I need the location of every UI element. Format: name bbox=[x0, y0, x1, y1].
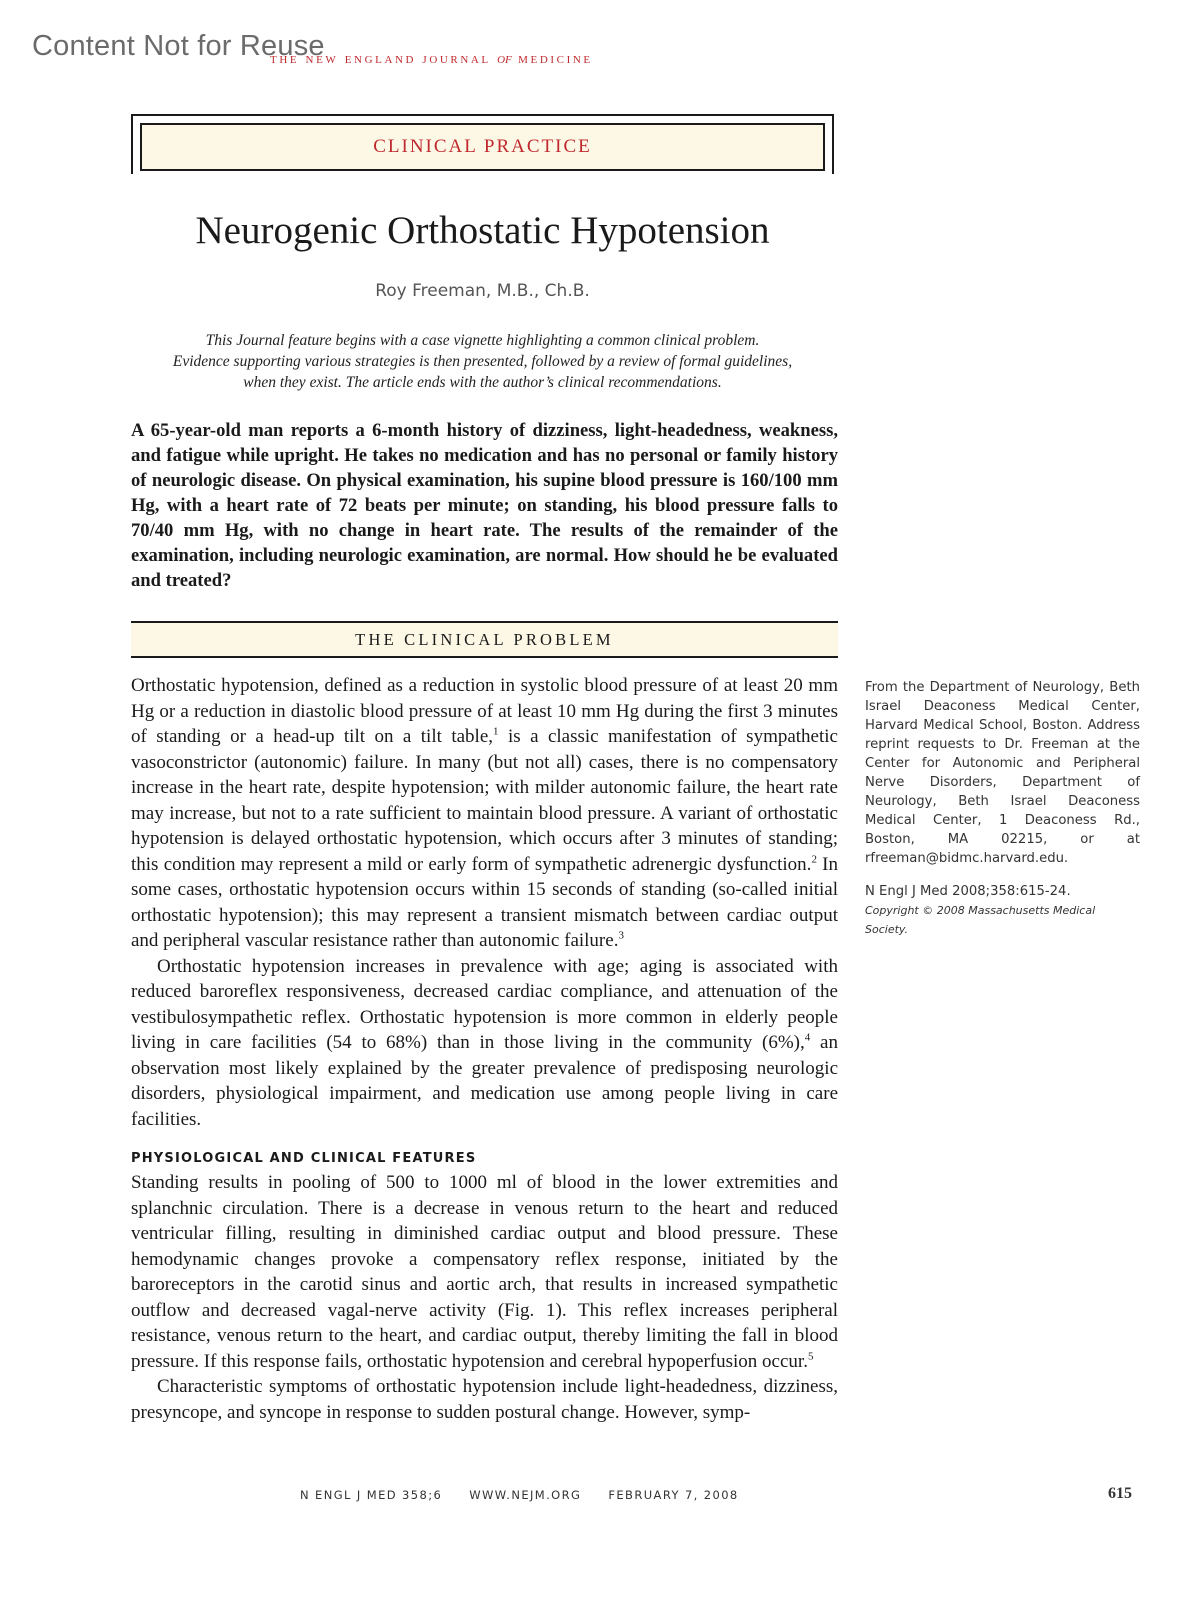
footer-website: WWW.NEJM.ORG bbox=[469, 1488, 582, 1502]
case-vignette: A 65-year-old man reports a 6-month history of dizziness, light-headedness, weakness, and fatigue while upright. He takes no medication and has no personal or family history of neurologic disease. On physical examination, his supine blood pressure is 160/100 mm Hg, with a heart rate of 72 beats per minute; on standing, his blood pressure falls to 70/40 mm Hg, with no change in heart rate. The results of the remainder of the examination, including neurologic examination, are normal. How should he be evaluated and treated? bbox=[131, 420, 838, 591]
body-paragraph bbox=[131, 1170, 838, 1374]
article-title: Neurogenic Orthostatic Hypotension bbox=[195, 209, 770, 252]
reference-marker: 4 bbox=[804, 1031, 811, 1044]
citation: N Engl J Med 2008;358:615-24. bbox=[865, 884, 1071, 899]
journal-name-post: medicine bbox=[511, 51, 593, 67]
section-label-box bbox=[131, 114, 834, 174]
body-text: Orthostatic hypotension, defined as a reduction in systolic blood pressure of at least 20 mm Hg or a reduction in diastolic blood pressure of at least 10 mm Hg during the first 3 minutes of standing or a head-up tilt on a tilt table, bbox=[131, 675, 838, 747]
body-text: In some cases, orthostatic hypotension occurs within 15 seconds of standing (so-called initial orthostatic hypotension); this may represent a transient mismatch between cardiac output and peripheral vascular resistance rather than autonomic failure. bbox=[131, 853, 839, 951]
body-text: Standing results in pooling of 500 to 1000 ml of blood in the lower extremities and splanchnic circulation. There is a decrease in venous return to the heart and reduced ventricular filling, resulting in diminished cardiac output and blood pressure. These hemodynamic changes provoke a compensatory reflex response, initiated by the baroreceptors in the carotid sinus and aortic arch, that results in increased sympathetic outflow and decreased vagal-nerve activity (Fig. 1). This reflex increases peripheral resistance, venous return to the heart, and cardiac output, thereby limiting the fall in blood pressure. If this response fails, orthostatic hypotension and cerebral hypoperfusion occur. bbox=[131, 1172, 838, 1372]
journal-name-pre: the new england journal bbox=[270, 51, 498, 67]
section-label-frame bbox=[140, 123, 825, 171]
page-footer bbox=[300, 1488, 761, 1502]
reference-marker: 1 bbox=[493, 725, 499, 738]
body-text: an observation most likely explained by the greater prevalence of predisposing neurologic disorders, physiological impairment, and medication use among people living in care facilities. bbox=[131, 1032, 838, 1130]
reference-marker: 3 bbox=[618, 929, 624, 942]
reference-marker: 5 bbox=[807, 1350, 814, 1363]
footer-date: FEBRUARY 7, 2008 bbox=[608, 1488, 739, 1502]
journal-name-of: of bbox=[497, 51, 512, 67]
body-paragraph bbox=[131, 673, 838, 954]
intro-line: Evidence supporting various strategies is then presented, followed by a review of formal guidelines, bbox=[172, 353, 793, 370]
reference-marker: 2 bbox=[811, 853, 817, 866]
section-heading: THE CLINICAL PROBLEM bbox=[355, 629, 614, 649]
intro-line: when they exist. The article ends with the author’s clinical recommendations. bbox=[243, 374, 722, 391]
body-text: is a classic manifestation of sympathetic vasoconstrictor (autonomic) failure. In many (but not all) cases, there is no compensatory increase in the heart rate, despite hypotension; with milder autonomic failure, the heart rate may increase, but not to a rate sufficient to maintain blood pressure. A variant of orthostatic hypotension is delayed orthostatic hypotension, which occurs after 3 minutes of standing; this condition may represent a mild or early form of sympathetic adrenergic dysfunction. bbox=[131, 726, 838, 875]
footer-journal-ref: N ENGL J MED 358;6 bbox=[300, 1488, 443, 1502]
watermark-text: Content Not for Reuse bbox=[32, 30, 325, 62]
body-paragraph: Characteristic symptoms of orthostatic hypotension include light-headedness, dizziness, presyncope, and syncope in response to sudden postural change. However, symp- bbox=[131, 1376, 838, 1423]
body-column bbox=[131, 673, 838, 1425]
article-author: Roy Freeman, M.B., Ch.B. bbox=[375, 281, 590, 301]
copyright-notice: Copyright © 2008 Massachusetts Medical Society. bbox=[865, 904, 1096, 936]
body-paragraph bbox=[131, 954, 838, 1133]
author-affiliation: From the Department of Neurology, Beth Israel Deaconess Medical Center, Harvard Medical School, Boston. Address reprint requests to Dr. Freeman at the Center for Autonomic and Peripheral Nerve Disorders, Department of Neurology, Beth Israel Deaconess Medical Center, 1 Deaconess Rd., Boston, MA 02215, or at rfreeman@bidmc.harvard.edu. bbox=[865, 680, 1140, 866]
section-label: CLINICAL PRACTICE bbox=[373, 136, 592, 157]
author-sidebar bbox=[865, 678, 1140, 939]
section-heading-bar bbox=[131, 621, 838, 658]
body-text: Orthostatic hypotension increases in prevalence with age; aging is associated with reduced baroreflex responsiveness, decreased cardiac compliance, and attenuation of the vestibulosympathetic reflex. Orthostatic hypotension is more common in elderly people living in care facilities (54 to 68%) than in those living in the community (6%), bbox=[131, 955, 838, 1053]
intro-line: This Journal feature begins with a case vignette highlighting a common clinical problem. bbox=[205, 332, 760, 349]
subsection-heading: PHYSIOLOGICAL AND CLINICAL FEATURES bbox=[131, 1151, 477, 1166]
page-number: 615 bbox=[1108, 1485, 1132, 1502]
feature-intro bbox=[150, 330, 815, 393]
